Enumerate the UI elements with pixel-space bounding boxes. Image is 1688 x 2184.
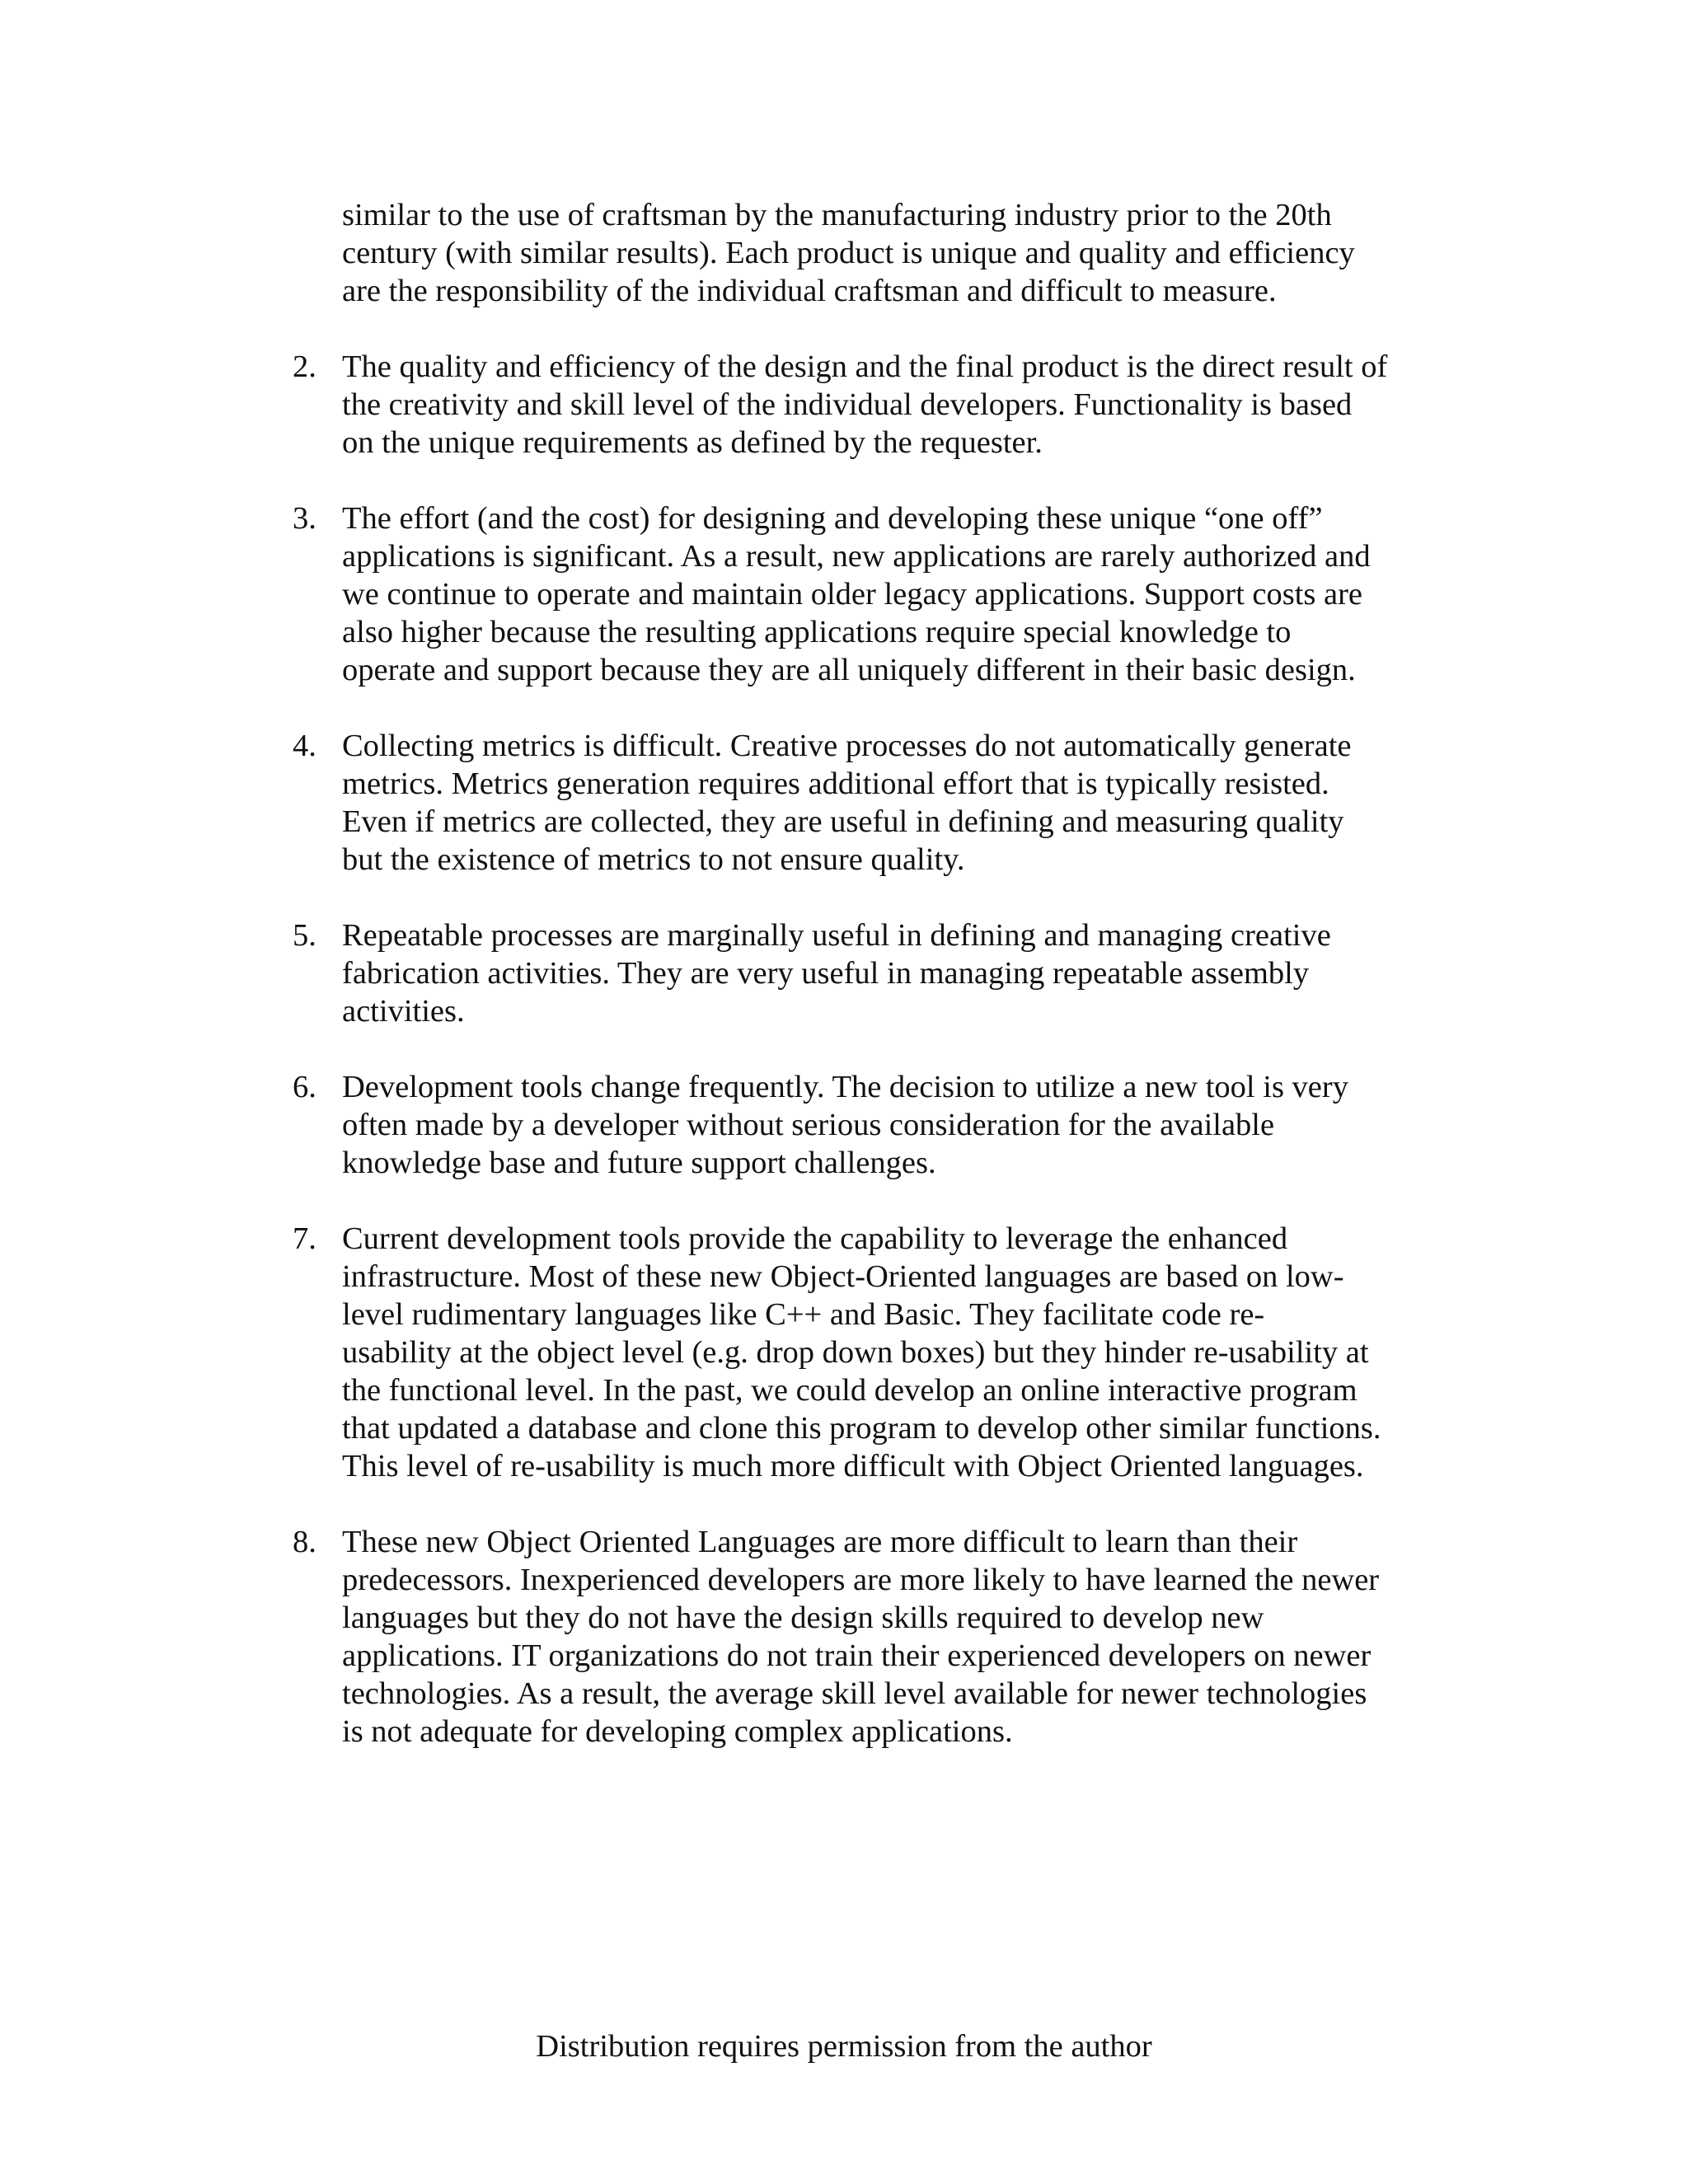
text-line: level rudimentary languages like C++ and Basic. They facilitate code re- <box>342 1297 1265 1332</box>
text-line: metrics. Metrics generation requires additional effort that is typically resisted. <box>342 766 1329 801</box>
text-line: predecessors. Inexperienced developers are more likely to have learned the newer <box>342 1563 1380 1597</box>
text-line: on the unique requirements as defined by the requester. <box>342 425 1043 460</box>
body-text <box>293 196 1447 1788</box>
text-line: These new Object Oriented Languages are more difficult to learn than their <box>342 1525 1298 1559</box>
text-line: The quality and efficiency of the design and the final product is the direct result of <box>342 349 1388 384</box>
list-item-3 <box>293 499 1447 689</box>
text-line: century (with similar results). Each product is unique and quality and efficiency <box>342 236 1355 270</box>
text-line: Current development tools provide the capability to leverage the enhanced <box>342 1221 1288 1256</box>
text-line: The effort (and the cost) for designing and developing these unique “one off” <box>342 501 1323 536</box>
text-line: are the responsibility of the individual craftsman and difficult to measure. <box>342 274 1277 308</box>
list-item-8 <box>293 1523 1447 1750</box>
text-line: This level of re-usability is much more difficult with Object Oriented languages. <box>342 1449 1364 1483</box>
text-line: fabrication activities. They are very useful in managing repeatable assembly <box>342 956 1310 991</box>
list-number: 6. <box>293 1070 316 1104</box>
text-line: technologies. As a result, the average skill level available for newer technologies <box>342 1676 1367 1711</box>
text-line: Development tools change frequently. The decision to utilize a new tool is very <box>342 1070 1348 1104</box>
text-line: Repeatable processes are marginally useful in defining and managing creative <box>342 918 1331 953</box>
list-item-text <box>342 916 1447 1030</box>
list-item-4 <box>293 727 1447 879</box>
list-number: 3. <box>293 501 316 536</box>
text-line: the creativity and skill level of the individual developers. Functionality is based <box>342 387 1353 422</box>
list-item-7 <box>293 1220 1447 1485</box>
text-line: Even if metrics are collected, they are useful in defining and measuring quality <box>342 804 1344 839</box>
list-item-2 <box>293 348 1447 462</box>
list-number: 8. <box>293 1525 316 1559</box>
text-line: operate and support because they are all uniquely different in their basic design. <box>342 653 1356 687</box>
list-number: 7. <box>293 1221 316 1256</box>
text-line: languages but they do not have the design skills required to develop new <box>342 1601 1264 1635</box>
list-number: 4. <box>293 729 316 763</box>
text-line: usability at the object level (e.g. drop down boxes) but they hinder re-usability at <box>342 1335 1369 1370</box>
text-line: is not adequate for developing complex applications. <box>342 1714 1013 1749</box>
text-line: the functional level. In the past, we could develop an online interactive program <box>342 1373 1357 1408</box>
list-number: 5. <box>293 918 316 953</box>
text-line: similar to the use of craftsman by the manufacturing industry prior to the 20th <box>342 198 1332 232</box>
list-item-text <box>342 499 1447 689</box>
text-line: that updated a database and clone this program to develop other similar functions. <box>342 1411 1381 1446</box>
text-line: knowledge base and future support challenges. <box>342 1146 936 1180</box>
list-item-text <box>342 727 1447 879</box>
list-item-text <box>342 1220 1447 1485</box>
text-line: but the existence of metrics to not ensure quality. <box>342 842 965 877</box>
list-item-6 <box>293 1068 1447 1182</box>
list-item-text <box>342 1523 1447 1750</box>
text-line: infrastructure. Most of these new Object-Oriented languages are based on low- <box>342 1259 1344 1294</box>
list-item-5 <box>293 916 1447 1030</box>
text-line: Collecting metrics is difficult. Creative processes do not automatically generate <box>342 729 1352 763</box>
continued-paragraph <box>293 196 1447 310</box>
page-footer: Distribution requires permission from the author <box>536 2029 1152 2064</box>
list-number: 2. <box>293 349 316 384</box>
text-line: activities. <box>342 994 465 1029</box>
text-line: often made by a developer without serious consideration for the available <box>342 1108 1275 1142</box>
list-item-text <box>342 348 1447 462</box>
text-line: we continue to operate and maintain older legacy applications. Support costs are <box>342 577 1363 612</box>
list-item-text <box>342 1068 1447 1182</box>
text-line: also higher because the resulting applications require special knowledge to <box>342 615 1292 649</box>
text-line: applications. IT organizations do not train their experienced developers on newer <box>342 1638 1372 1673</box>
text-line: applications is significant. As a result, new applications are rarely authorized and <box>342 539 1371 574</box>
